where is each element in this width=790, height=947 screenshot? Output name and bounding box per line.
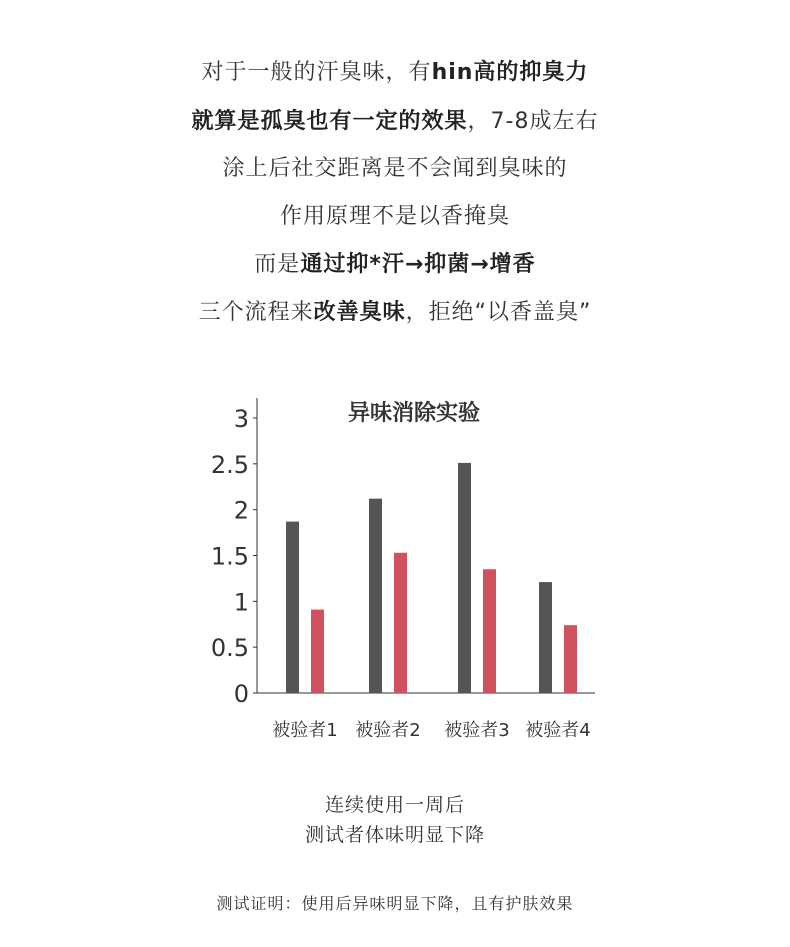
- bar-series-1: [458, 463, 471, 693]
- intro-text-segment: ，拒绝“以香盖臭”: [405, 300, 592, 325]
- bar-series-2: [394, 553, 407, 693]
- bar-series-2: [483, 569, 496, 693]
- caption-line-1: 连续使用一周后: [324, 794, 465, 816]
- y-tick-label: 0.5: [210, 634, 249, 663]
- intro-text-segment: 对于一般的汗臭味，有: [201, 60, 432, 85]
- intro-text-segment: 涂上后社交距离是不会闻到臭味的: [222, 156, 568, 181]
- y-tick-label: 1: [233, 588, 249, 617]
- y-tick-label: 0: [233, 680, 249, 708]
- intro-text-segment: 而是: [254, 252, 301, 277]
- caption-line-2: 测试者体味明显下降: [304, 824, 485, 846]
- bar-series-2: [564, 625, 577, 693]
- intro-bold-text: hin高的抑臭力: [431, 60, 589, 85]
- bar-series-1: [369, 499, 382, 693]
- x-category-label: 被验者1: [272, 720, 338, 741]
- y-tick-label: 1.5: [210, 542, 249, 571]
- bar-series-1: [539, 582, 552, 693]
- intro-text-segment: 三个流程来: [198, 300, 314, 325]
- x-category-label: 被验者3: [444, 720, 510, 741]
- x-category-label: 被验者2: [355, 720, 421, 741]
- y-tick-label: 3: [233, 405, 249, 433]
- y-tick-label: 2: [233, 496, 249, 525]
- footnote: 测试证明：使用后异味明显下降，且有护肤效果: [216, 894, 574, 913]
- intro-bold-text: 就算是孤臭也有一定的效果: [191, 109, 468, 134]
- bar-series-2: [311, 610, 324, 693]
- y-tick-label: 2.5: [210, 450, 249, 479]
- intro-text-segment: 作用原理不是以香掩臭: [279, 204, 510, 229]
- intro-text-segment: ，7-8成左右: [467, 109, 599, 134]
- intro-bold-text: 改善臭味: [313, 300, 406, 325]
- intro-bold-text: 通过抑*汗→抑菌→增香: [300, 252, 536, 277]
- chart-title: 异味消除实验: [347, 401, 481, 426]
- bar-series-1: [286, 522, 299, 693]
- x-category-label: 被验者4: [525, 720, 591, 741]
